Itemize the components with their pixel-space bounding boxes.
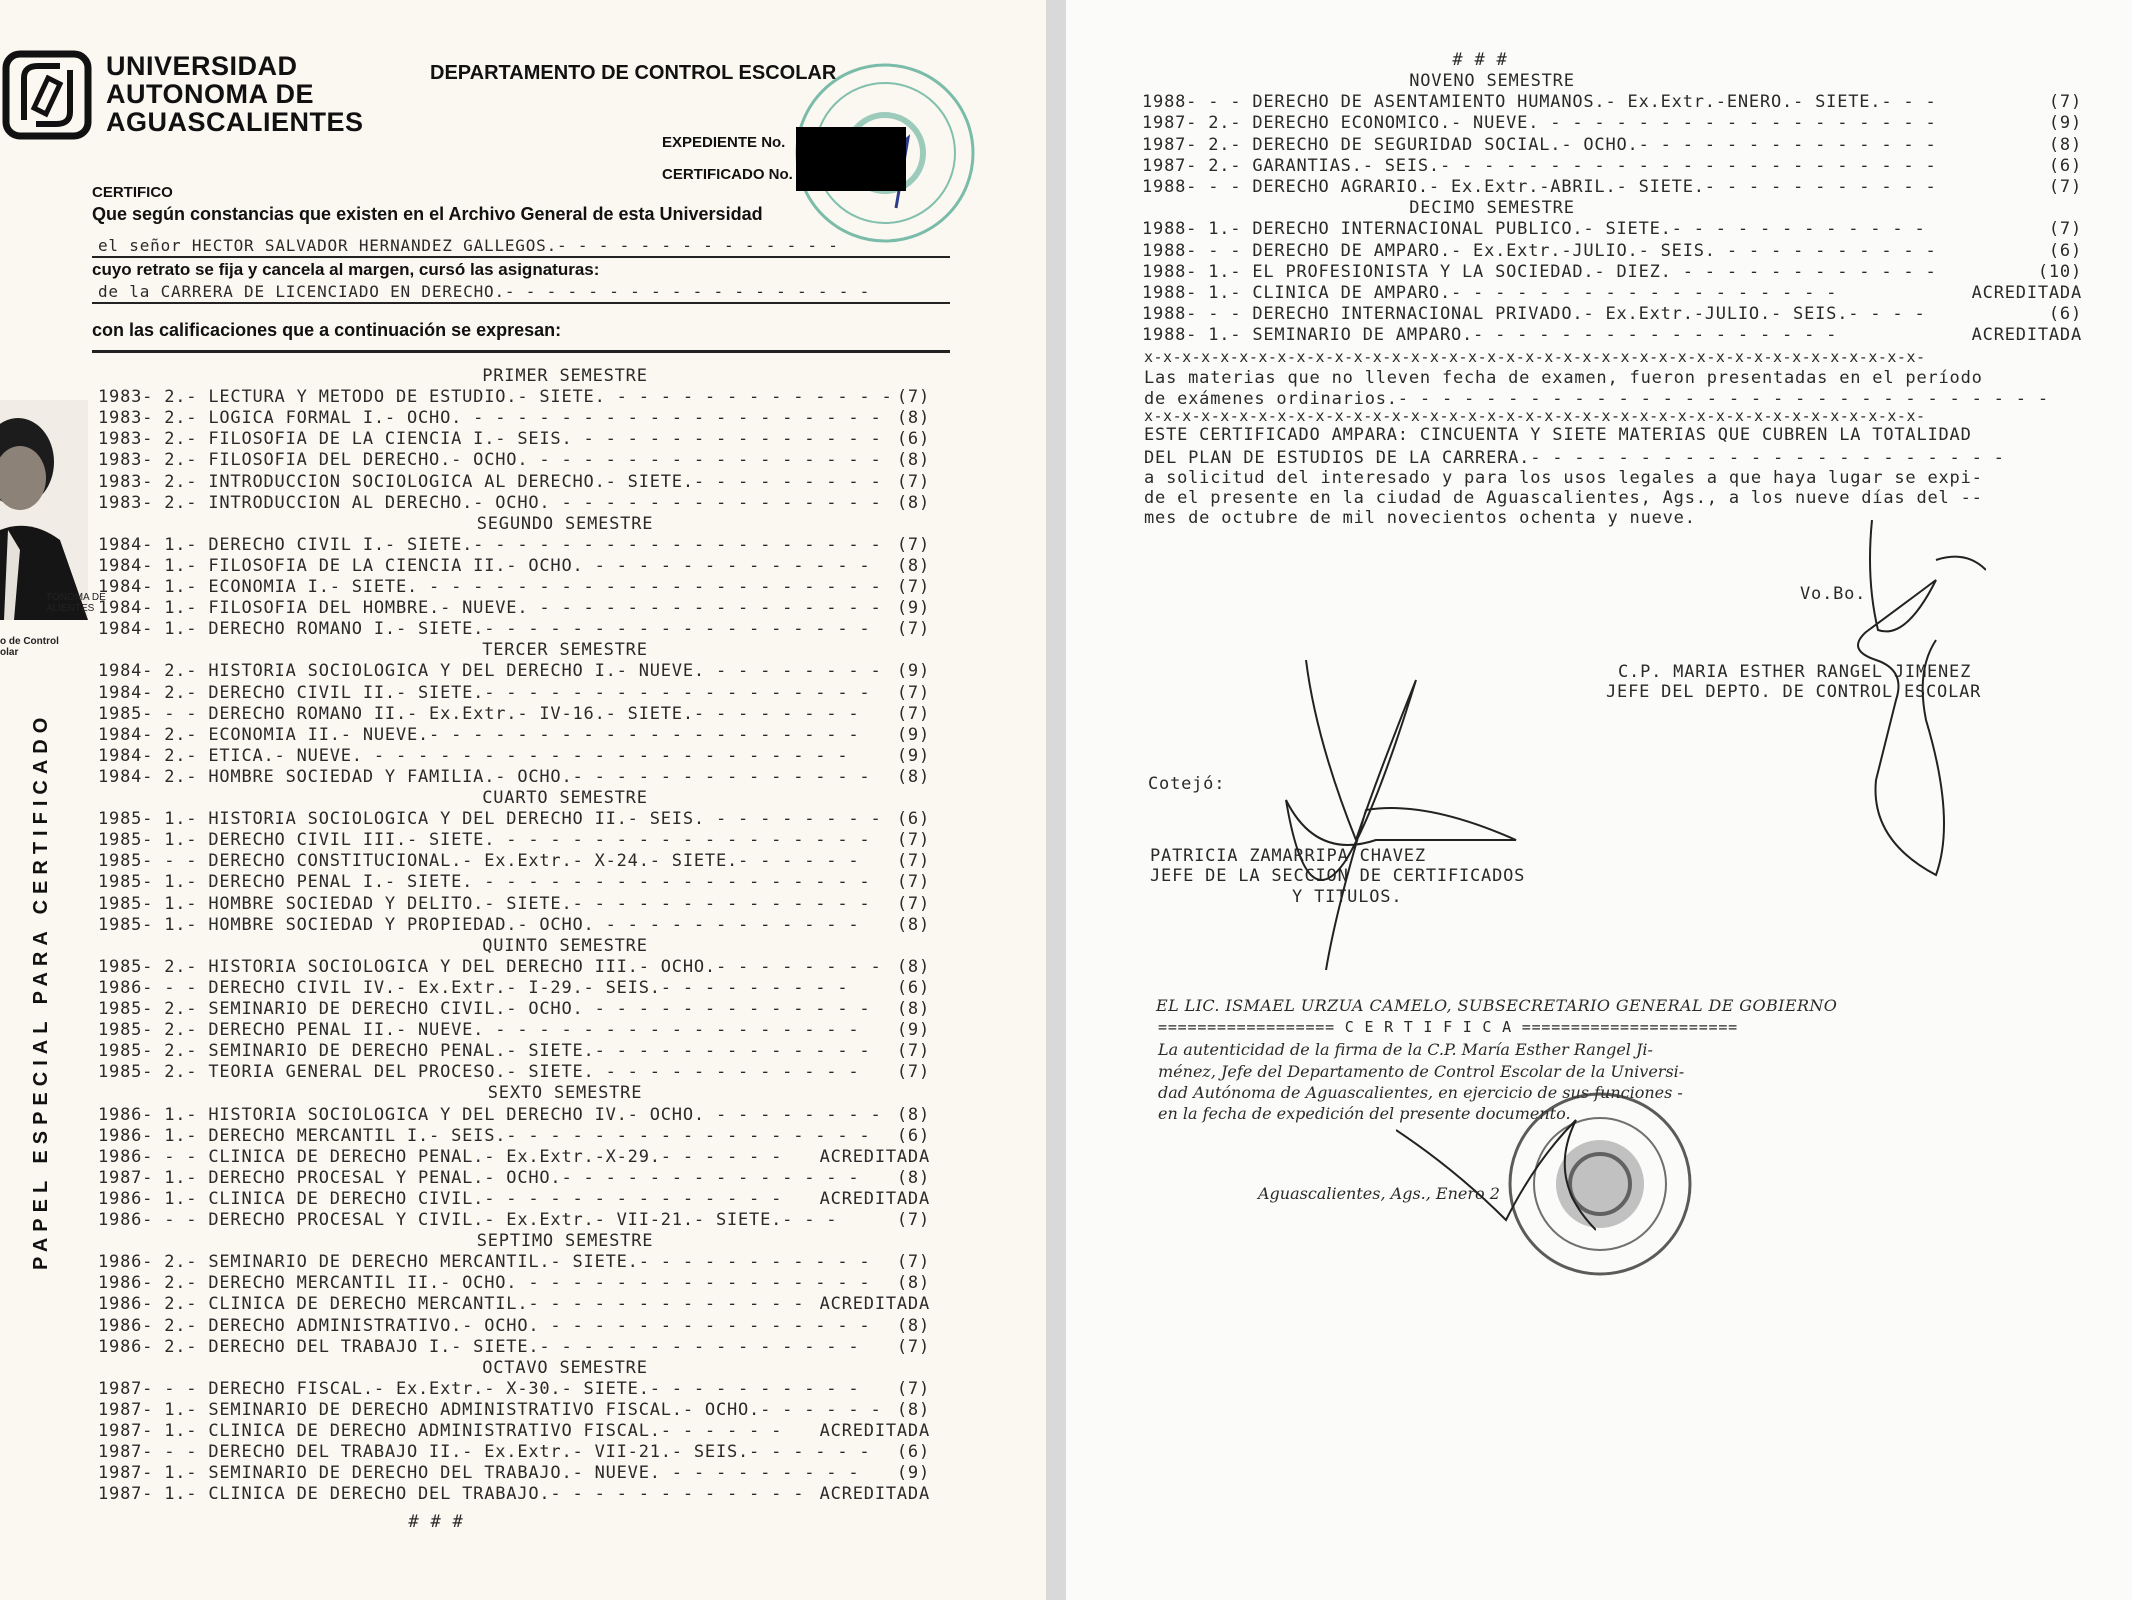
expediente-label: EXPEDIENTE No. bbox=[662, 134, 786, 151]
course-text: 1987- 1.- DERECHO PROCESAL Y PENAL.- OCHO.- - - - - - - - - - - - - - bbox=[98, 1167, 860, 1188]
course-text: 1988- 1.- SEMINARIO DE AMPARO.- - - - - - - - - - - - - - - - - bbox=[1142, 325, 1838, 346]
note-line-1: Las materias que no lleven fecha de examen, fueron presentadas en el período bbox=[1144, 368, 1983, 388]
course-row bbox=[98, 556, 930, 577]
carrera-underline bbox=[92, 302, 950, 304]
course-grade: (6) bbox=[896, 809, 930, 830]
course-text: 1985- 1.- HISTORIA SOCIOLOGICA Y DEL DERECHO II.- SEIS. - - - - - - - - bbox=[98, 809, 882, 830]
amparo-line-3: a solicitud del interesado y para los usos legales a que haya lugar se expi- bbox=[1144, 468, 1983, 488]
course-grade: (8) bbox=[896, 956, 930, 977]
course-row bbox=[98, 450, 930, 471]
course-row bbox=[98, 1379, 930, 1400]
course-row bbox=[98, 1337, 930, 1358]
course-text: 1984- 1.- ECONOMIA I.- SIETE. - - - - - - - - - - - - - - - - - - - - - bbox=[98, 577, 882, 597]
vertical-label: PAPEL ESPECIAL PARA CERTIFICADO bbox=[30, 711, 52, 1270]
course-grade: (7) bbox=[896, 1210, 930, 1230]
course-text: 1987- - - DERECHO DEL TRABAJO II.- Ex.Extr.- VII-21.- SEIS.- - - - - - bbox=[98, 1442, 871, 1463]
semester-title: NOVENO SEMESTRE bbox=[1409, 71, 1575, 91]
course-text: 1983- 2.- FILOSOFIA DEL DERECHO.- OCHO. - - - - - - - - - - - - - - - - bbox=[98, 450, 882, 471]
top-mark-back: # # # bbox=[1452, 50, 1508, 70]
course-text: 1988- 1.- EL PROFESIONISTA Y LA SOCIEDAD.- DIEZ. - - - - - - - - - - - - bbox=[1142, 261, 1937, 282]
gobierno-text-2: ménez, Jefe del Departamento de Control Escolar de la Universi- bbox=[1158, 1062, 1685, 1081]
course-row bbox=[1142, 241, 2082, 262]
jefe-title: JEFE DEL DEPTO. DE CONTROL ESCOLAR bbox=[1606, 682, 1982, 702]
course-grade: ACREDITADA bbox=[819, 1484, 930, 1505]
calificaciones-line: con las calificaciones que a continuación se expresan: bbox=[92, 320, 562, 340]
course-row bbox=[98, 1210, 930, 1231]
course-grade: (8) bbox=[896, 408, 930, 429]
gobierno-heading: EL LIC. ISMAEL URZUA CAMELO, SUBSECRETARIO GENERAL DE GOBIERNO bbox=[1156, 996, 1838, 1015]
course-grade: (8) bbox=[896, 1399, 930, 1420]
course-row bbox=[98, 809, 930, 830]
course-grade: (9) bbox=[896, 1020, 930, 1041]
course-grade: (7) bbox=[896, 1378, 930, 1399]
course-grade: (9) bbox=[896, 724, 930, 745]
course-row bbox=[98, 1316, 930, 1337]
course-row bbox=[98, 493, 930, 514]
course-text: 1985- 2.- SEMINARIO DE DERECHO PENAL.- SIETE.- - - - - - - - - - - - - bbox=[98, 1041, 871, 1062]
course-text: 1986- 2.- CLINICA DE DERECHO MERCANTIL.- - - - - - - - - - - - - bbox=[98, 1294, 805, 1315]
note-line-2: de exámenes ordinarios.- - - - - - - - - - - - - - - - - - - - - - - - - - - - - - bbox=[1144, 389, 2049, 409]
cotejo-title-1: JEFE DE LA SECCION DE CERTIFICADOS bbox=[1150, 866, 1526, 886]
course-grade: ACREDITADA bbox=[1971, 283, 2082, 303]
course-row bbox=[1142, 325, 2082, 346]
course-row bbox=[98, 535, 930, 556]
course-row bbox=[98, 472, 930, 493]
course-grade: (7) bbox=[2048, 177, 2082, 197]
course-grade: (8) bbox=[896, 914, 930, 935]
course-grade: (10) bbox=[2037, 261, 2082, 282]
course-grade: (6) bbox=[896, 1125, 930, 1146]
course-row bbox=[98, 851, 930, 872]
course-grade: (6) bbox=[896, 977, 930, 998]
course-row bbox=[1142, 283, 2082, 304]
course-row bbox=[98, 1252, 930, 1273]
cotejo-title-2: Y TITULOS. bbox=[1292, 887, 1403, 907]
course-text: 1984- 2.- DERECHO CIVIL II.- SIETE.- - - - - - - - - - - - - - - - - - bbox=[98, 682, 871, 703]
course-text: 1986- - - DERECHO CIVIL IV.- Ex.Extr.- I-29.- SEIS.- - - - - - - - - bbox=[98, 977, 849, 998]
course-grade: (9) bbox=[896, 745, 930, 766]
course-row bbox=[98, 1273, 930, 1294]
cotejo-label: Cotejó: bbox=[1148, 774, 1226, 794]
course-grade: (7) bbox=[2048, 92, 2082, 113]
course-grade: (8) bbox=[896, 766, 930, 787]
course-row bbox=[98, 1294, 930, 1315]
course-row bbox=[1142, 262, 2082, 283]
photo-stamp-line-2: ALIENTES bbox=[46, 603, 95, 614]
course-grade: ACREDITADA bbox=[819, 1421, 930, 1441]
certificate-page-front bbox=[0, 0, 1046, 1600]
course-row bbox=[98, 387, 930, 408]
course-text: 1984- 1.- FILOSOFIA DEL HOMBRE.- NUEVE. - - - - - - - - - - - - - - - - bbox=[98, 598, 882, 619]
gobierno-text-4: en la fecha de expedición del presente documento. bbox=[1158, 1104, 1571, 1123]
end-mark-front: # # # bbox=[408, 1512, 464, 1532]
course-grade: (8) bbox=[896, 492, 930, 513]
course-row bbox=[98, 1189, 930, 1210]
student-underline bbox=[92, 256, 950, 258]
course-row bbox=[1142, 304, 2082, 325]
semester-title: TERCER SEMESTRE bbox=[482, 640, 648, 661]
course-text: 1986- 2.- DERECHO ADMINISTRATIVO.- OCHO. - - - - - - - - - - - - - - - bbox=[98, 1315, 871, 1336]
course-grade: (6) bbox=[2048, 155, 2082, 176]
carrera-line: de la CARRERA DE LICENCIADO EN DERECHO.- - - - - - - - - - - - - - - - - - bbox=[98, 282, 871, 301]
course-grade: (9) bbox=[2048, 113, 2082, 134]
course-text: 1986- 1.- DERECHO MERCANTIL I.- SEIS.- - - - - - - - - - - - - - - - - bbox=[98, 1125, 871, 1146]
course-text: 1985- - - DERECHO CONSTITUCIONAL.- Ex.Extr.- X-24.- SIETE.- - - - - - bbox=[98, 851, 860, 872]
course-grade: (7) bbox=[896, 1041, 930, 1062]
department-title: DEPARTAMENTO DE CONTROL ESCOLAR bbox=[430, 62, 837, 84]
university-logo-icon bbox=[2, 50, 92, 140]
amparo-line-4: de el presente en la ciudad de Aguascalientes, Ags., a los nueve días del -- bbox=[1144, 488, 1983, 508]
course-row bbox=[98, 1400, 930, 1421]
course-row bbox=[98, 1126, 930, 1147]
signature-gobierno-icon bbox=[1396, 1100, 1596, 1240]
course-row bbox=[98, 1105, 930, 1126]
signature-jefe-icon bbox=[1786, 520, 1986, 890]
course-grade: ACREDITADA bbox=[819, 1294, 930, 1315]
course-grade: (7) bbox=[896, 1252, 930, 1273]
course-grade: (8) bbox=[896, 999, 930, 1019]
gobierno-text-3: dad Autónoma de Aguascalientes, en ejercicio de sus funciones - bbox=[1158, 1083, 1683, 1102]
course-text: 1987- 1.- CLINICA DE DERECHO DEL TRABAJO.- - - - - - - - - - - - bbox=[98, 1484, 805, 1505]
course-grade: (8) bbox=[896, 1315, 930, 1336]
course-text: 1987- 2.- GARANTIAS.- SEIS.- - - - - - - - - - - - - - - - - - - - - - - bbox=[1142, 155, 1937, 176]
course-text: 1985- 1.- DERECHO PENAL I.- SIETE. - - - - - - - - - - - - - - - - - - bbox=[98, 872, 871, 893]
semester-title: CUARTO SEMESTRE bbox=[482, 788, 648, 808]
course-text: 1988- - - DERECHO DE AMPARO.- Ex.Extr.-JULIO.- SEIS. - - - - - - - - - - bbox=[1142, 240, 1937, 261]
course-text: 1984- 2.- HISTORIA SOCIOLOGICA Y DEL DERECHO I.- NUEVE. - - - - - - - - bbox=[98, 661, 882, 682]
course-row bbox=[98, 746, 930, 767]
student-photo bbox=[0, 400, 88, 620]
course-grade: (6) bbox=[2048, 304, 2082, 325]
course-row bbox=[98, 957, 930, 978]
course-grade: (7) bbox=[896, 1062, 930, 1083]
course-row bbox=[1142, 177, 2082, 198]
course-row bbox=[98, 598, 930, 619]
logo-line-3: AGUASCALIENTES bbox=[106, 107, 364, 137]
course-grade: (7) bbox=[896, 703, 930, 724]
course-row bbox=[98, 1421, 930, 1442]
course-grade: (8) bbox=[896, 555, 930, 576]
course-row bbox=[1142, 156, 2082, 177]
course-row bbox=[1142, 135, 2082, 156]
course-grade: (7) bbox=[896, 619, 930, 640]
course-row bbox=[98, 1168, 930, 1189]
course-grade: (9) bbox=[896, 598, 930, 619]
course-text: 1986- 2.- DERECHO MERCANTIL II.- OCHO. - - - - - - - - - - - - - - - - bbox=[98, 1273, 871, 1294]
redacted-number-box bbox=[796, 127, 906, 191]
cotejo-name: PATRICIA ZAMARRIPA CHAVEZ bbox=[1150, 846, 1426, 866]
course-grade: (7) bbox=[2048, 219, 2082, 240]
course-grade: (6) bbox=[2048, 240, 2082, 261]
course-text: 1984- 2.- ECONOMIA II.- NUEVE.- - - - - - - - - - - - - - - - - - - - bbox=[98, 724, 860, 745]
course-text: 1986- 2.- DERECHO DEL TRABAJO I.- SIETE.- - - - - - - - - - - - - - - bbox=[98, 1336, 860, 1357]
course-text: 1987- 2.- DERECHO ECONOMICO.- NUEVE. - - - - - - - - - - - - - - - - - - bbox=[1142, 113, 1937, 134]
course-text: 1985- 2.- DERECHO PENAL II.- NUEVE. - - - - - - - - - - - - - - - - - bbox=[98, 1020, 860, 1041]
logo-line-1: UNIVERSIDAD bbox=[106, 51, 298, 81]
course-text: 1987- - - DERECHO FISCAL.- Ex.Extr.- X-30.- SIETE.- - - - - - - - - - bbox=[98, 1378, 860, 1399]
course-row bbox=[98, 999, 930, 1020]
course-text: 1983- 2.- LECTURA Y METODO DE ESTUDIO.- SIETE. - - - - - - - - - - - - - bbox=[98, 387, 893, 408]
course-row bbox=[98, 915, 930, 936]
logo-line-2: AUTONOMA DE bbox=[106, 79, 314, 109]
semester-title: PRIMER SEMESTRE bbox=[482, 366, 648, 386]
amparo-line-2: DEL PLAN DE ESTUDIOS DE LA CARRERA.- - - - - - - - - - - - - - - - - - - - - - bbox=[1144, 448, 2005, 468]
amparo-line-5: mes de octubre de mil novecientos ochenta y nueve. bbox=[1144, 508, 1696, 528]
course-row bbox=[98, 429, 930, 450]
course-row bbox=[98, 1020, 930, 1041]
course-grade: (7) bbox=[896, 471, 930, 492]
course-text: 1985- 2.- HISTORIA SOCIOLOGICA Y DEL DERECHO III.- OCHO.- - - - - - - - bbox=[98, 956, 882, 977]
certifica-line: ================== C E R T I F I C A ====================== bbox=[1158, 1018, 1739, 1036]
course-text: 1983- 2.- INTRODUCCION SOCIOLOGICA AL DERECHO.- SIETE.- - - - - - - - - bbox=[98, 471, 882, 492]
course-row bbox=[98, 408, 930, 429]
gobierno-date: Aguascalientes, Ags., Enero 2 bbox=[1258, 1184, 1500, 1203]
student-line: el señor HECTOR SALVADOR HERNANDEZ GALLEGOS.- - - - - - - - - - - - - - bbox=[98, 236, 839, 255]
course-text: 1983- 2.- INTRODUCCION AL DERECHO.- OCHO. - - - - - - - - - - - - - - - bbox=[98, 492, 882, 513]
course-row bbox=[98, 577, 930, 598]
amparo-line-1: ESTE CERTIFICADO AMPARA: CINCUENTA Y SIETE MATERIAS QUE CUBREN LA TOTALIDAD bbox=[1144, 425, 1972, 445]
course-text: 1986- - - CLINICA DE DERECHO PENAL.- Ex.Extr.-X-29.- - - - - - bbox=[98, 1146, 783, 1167]
course-grade: (7) bbox=[896, 682, 930, 703]
x-divider-2: x-x-x-x-x-x-x-x-x-x-x-x-x-x-x-x-x-x-x-x-x-x-x-x-x-x-x-x-x-x-x-x-x-x-x-x-x-x-x-x-x- bbox=[1144, 407, 1926, 425]
course-grade: (7) bbox=[896, 1336, 930, 1357]
course-text: 1985- - - DERECHO ROMANO II.- Ex.Extr.- IV-16.- SIETE.- - - - - - - - bbox=[98, 703, 860, 724]
course-grade: (6) bbox=[896, 429, 930, 450]
course-row bbox=[98, 1463, 930, 1484]
semester-title: SEPTIMO SEMESTRE bbox=[476, 1231, 654, 1252]
semester-title: SEXTO SEMESTRE bbox=[487, 1083, 643, 1104]
course-text: 1987- 1.- SEMINARIO DE DERECHO DEL TRABAJO.- NUEVE. - - - - - - - - - bbox=[98, 1463, 860, 1484]
course-grade: (7) bbox=[896, 872, 930, 893]
course-text: 1985- 2.- SEMINARIO DE DERECHO CIVIL.- OCHO. - - - - - - - - - - - - - bbox=[98, 999, 871, 1019]
course-text: 1988- 1.- DERECHO INTERNACIONAL PUBLICO.- SIETE.- - - - - - - - - - - - bbox=[1142, 219, 1926, 240]
course-text: 1984- 1.- DERECHO CIVIL I.- SIETE.- - - - - - - - - - - - - - - - - - - bbox=[98, 534, 882, 555]
course-text: 1985- 1.- HOMBRE SOCIEDAD Y PROPIEDAD.- OCHO. - - - - - - - - - - - - bbox=[98, 914, 860, 935]
course-text: 1983- 2.- LOGICA FORMAL I.- OCHO. - - - - - - - - - - - - - - - - - - - bbox=[98, 408, 882, 429]
course-grade: (9) bbox=[896, 661, 930, 682]
certificate-page-back bbox=[1066, 0, 2132, 1600]
course-grade: (7) bbox=[896, 577, 930, 597]
course-row bbox=[98, 704, 930, 725]
course-grade: (8) bbox=[896, 450, 930, 471]
course-text: 1986- 2.- SEMINARIO DE DERECHO MERCANTIL.- SIETE.- - - - - - - - - - - bbox=[98, 1252, 871, 1273]
course-row bbox=[1142, 219, 2082, 240]
course-row bbox=[98, 1484, 930, 1505]
course-row bbox=[98, 872, 930, 893]
course-grade: ACREDITADA bbox=[819, 1146, 930, 1167]
course-row bbox=[98, 978, 930, 999]
course-row bbox=[98, 1147, 930, 1168]
gobierno-text-1: La autenticidad de la firma de la C.P. María Esther Rangel Ji- bbox=[1158, 1040, 1653, 1059]
course-text: 1985- 1.- HOMBRE SOCIEDAD Y DELITO.- SIETE.- - - - - - - - - - - - - - bbox=[98, 893, 871, 914]
course-grade: ACREDITADA bbox=[819, 1188, 930, 1209]
course-grade: (7) bbox=[896, 830, 930, 851]
course-text: 1985- 2.- TEORIA GENERAL DEL PROCESO.- SIETE. - - - - - - - - - - - - bbox=[98, 1062, 860, 1083]
course-text: 1985- 1.- DERECHO CIVIL III.- SIETE. - - - - - - - - - - - - - - - - - bbox=[98, 830, 871, 851]
course-text: 1988- - - DERECHO INTERNACIONAL PRIVADO.- Ex.Extr.-JULIO.- SEIS.- - - - bbox=[1142, 304, 1926, 325]
semester-title: QUINTO SEMESTRE bbox=[482, 935, 648, 956]
course-grade: ACREDITADA bbox=[1971, 325, 2082, 346]
course-grade: (9) bbox=[896, 1463, 930, 1484]
course-text: 1987- 2.- DERECHO DE SEGURIDAD SOCIAL.- OCHO.- - - - - - - - - - - - - - bbox=[1142, 134, 1937, 155]
course-grade: (8) bbox=[896, 1273, 930, 1294]
photo-stamp-line-1: TONOMA DE bbox=[46, 592, 106, 603]
course-row bbox=[98, 1062, 930, 1083]
course-row bbox=[98, 1442, 930, 1463]
photo-stamp-line-4: olar bbox=[0, 647, 19, 658]
semester-title: DECIMO SEMESTRE bbox=[1409, 198, 1575, 219]
course-text: 1986- 1.- HISTORIA SOCIOLOGICA Y DEL DERECHO IV.- OCHO. - - - - - - - - bbox=[98, 1104, 882, 1125]
course-grade: (7) bbox=[896, 893, 930, 914]
photo-stamp-line-3: o de Control bbox=[0, 636, 59, 647]
course-grade: (8) bbox=[2048, 134, 2082, 155]
course-grade: (7) bbox=[896, 851, 930, 872]
x-divider-1: x-x-x-x-x-x-x-x-x-x-x-x-x-x-x-x-x-x-x-x-x-x-x-x-x-x-x-x-x-x-x-x-x-x-x-x-x-x-x-x-x- bbox=[1144, 348, 1926, 366]
course-text: 1988- - - DERECHO AGRARIO.- Ex.Extr.-ABRIL.- SIETE.- - - - - - - - - - - bbox=[1142, 177, 1937, 197]
course-grade: (6) bbox=[896, 1442, 930, 1463]
intro-text: Que según constancias que existen en el Archivo General de esta Universidad bbox=[92, 204, 763, 224]
certificado-label: CERTIFICADO No. bbox=[662, 166, 793, 183]
course-row bbox=[1142, 113, 2082, 134]
jefe-name: C.P. MARIA ESTHER RANGEL JIMENEZ bbox=[1618, 662, 1972, 682]
course-grade: (8) bbox=[896, 1104, 930, 1125]
vobo-label: Vo.Bo. bbox=[1800, 584, 1867, 604]
semester-title: OCTAVO SEMESTRE bbox=[482, 1357, 648, 1378]
header-bottom-rule bbox=[92, 350, 950, 353]
course-grade: (7) bbox=[896, 534, 930, 555]
course-text: 1988- 1.- CLINICA DE AMPARO.- - - - - - - - - - - - - - - - - - bbox=[1142, 283, 1838, 303]
course-grade: (8) bbox=[896, 1167, 930, 1188]
course-text: 1984- 2.- ETICA.- NUEVE. - - - - - - - - - - - - - - - - - - - - - - bbox=[98, 745, 849, 766]
course-text: 1987- 1.- SEMINARIO DE DERECHO ADMINISTRATIVO FISCAL.- OCHO.- - - - - - bbox=[98, 1399, 882, 1420]
course-text: 1988- - - DERECHO DE ASENTAMIENTO HUMANOS.- Ex.Extr.-ENERO.- SIETE.- - - bbox=[1142, 92, 1937, 113]
course-row bbox=[98, 725, 930, 746]
signature-cotejo-icon bbox=[1226, 660, 1526, 980]
course-row bbox=[98, 894, 930, 915]
course-text: 1984- 1.- FILOSOFIA DE LA CIENCIA II.- OCHO. - - - - - - - - - - - - - bbox=[98, 555, 871, 576]
course-text: 1984- 2.- HOMBRE SOCIEDAD Y FAMILIA.- OCHO.- - - - - - - - - - - - - - bbox=[98, 766, 871, 787]
course-row bbox=[98, 619, 930, 640]
course-row bbox=[1142, 92, 2082, 113]
semester-title: SEGUNDO SEMESTRE bbox=[476, 513, 654, 534]
course-text: 1984- 1.- DERECHO ROMANO I.- SIETE.- - - - - - - - - - - - - - - - - - bbox=[98, 619, 871, 640]
course-row bbox=[98, 830, 930, 851]
course-text: 1986- - - DERECHO PROCESAL Y CIVIL.- Ex.Extr.- VII-21.- SIETE.- - - bbox=[98, 1210, 838, 1230]
retrato-line: cuyo retrato se fija y cancela al margen, cursó las asignaturas: bbox=[92, 260, 600, 279]
course-row bbox=[98, 767, 930, 788]
course-row bbox=[98, 661, 930, 682]
course-text: 1983- 2.- FILOSOFIA DE LA CIENCIA I.- SEIS. - - - - - - - - - - - - - - bbox=[98, 429, 882, 450]
course-row bbox=[98, 683, 930, 704]
course-row bbox=[98, 1041, 930, 1062]
course-grade: (7) bbox=[896, 387, 930, 408]
course-text: 1987- 1.- CLINICA DE DERECHO ADMINISTRATIVO FISCAL.- - - - - - bbox=[98, 1421, 783, 1441]
course-text: 1986- 1.- CLINICA DE DERECHO CIVIL.- - - - - - - - - - - - - - bbox=[98, 1188, 783, 1209]
certifico-heading: CERTIFICO bbox=[92, 184, 173, 201]
